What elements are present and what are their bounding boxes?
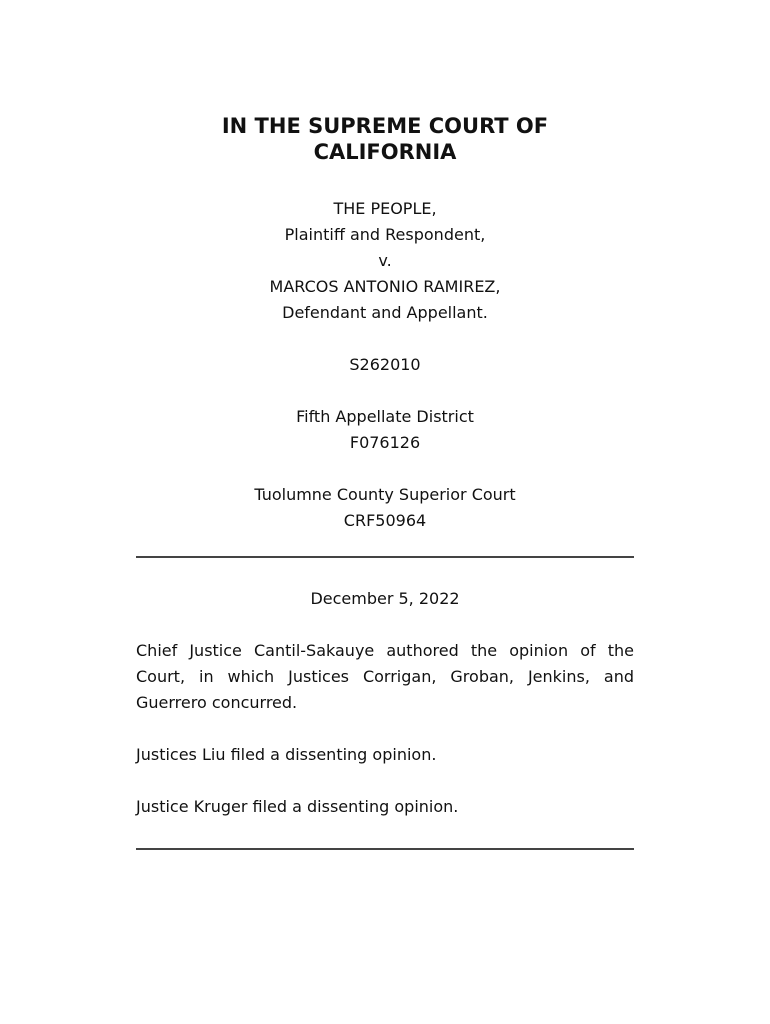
- dissent-statement-kruger: Justice Kruger filed a dissenting opinion.: [136, 797, 459, 816]
- trial-court-name: Tuolumne County Superior Court: [254, 485, 516, 504]
- court-title-line-1: IN THE SUPREME COURT OF: [221, 114, 549, 138]
- appellate-district: Fifth Appellate District: [296, 407, 474, 426]
- court-title-line-2: CALIFORNIA: [313, 140, 457, 164]
- defendant-name: MARCOS ANTONIO RAMIREZ,: [269, 277, 501, 296]
- appellate-case-number: F076126: [349, 433, 421, 452]
- divider-bottom: [136, 848, 634, 850]
- trial-court-case-number: CRF50964: [343, 511, 427, 530]
- defendant-role: Defendant and Appellant.: [282, 303, 488, 322]
- court-title: [136, 113, 634, 165]
- appellate-court-info: [136, 404, 634, 456]
- decision-date: December 5, 2022: [310, 589, 460, 608]
- case-caption: [136, 196, 634, 326]
- trial-court-info: [136, 482, 634, 534]
- dissent-statement-liu: Justices Liu filed a dissenting opinion.: [136, 745, 437, 764]
- docket-number: S262010: [349, 355, 421, 374]
- authorship-statement: Chief Justice Cantil-Sakauye authored the opinion of the Court, in which Justices Corrigan, Groban, Jenkins, and Guerrero concurred.: [136, 641, 634, 712]
- plaintiff-name: THE PEOPLE,: [333, 199, 437, 218]
- divider-top: [136, 556, 634, 558]
- versus-label: v.: [378, 251, 392, 270]
- plaintiff-role: Plaintiff and Respondent,: [284, 225, 486, 244]
